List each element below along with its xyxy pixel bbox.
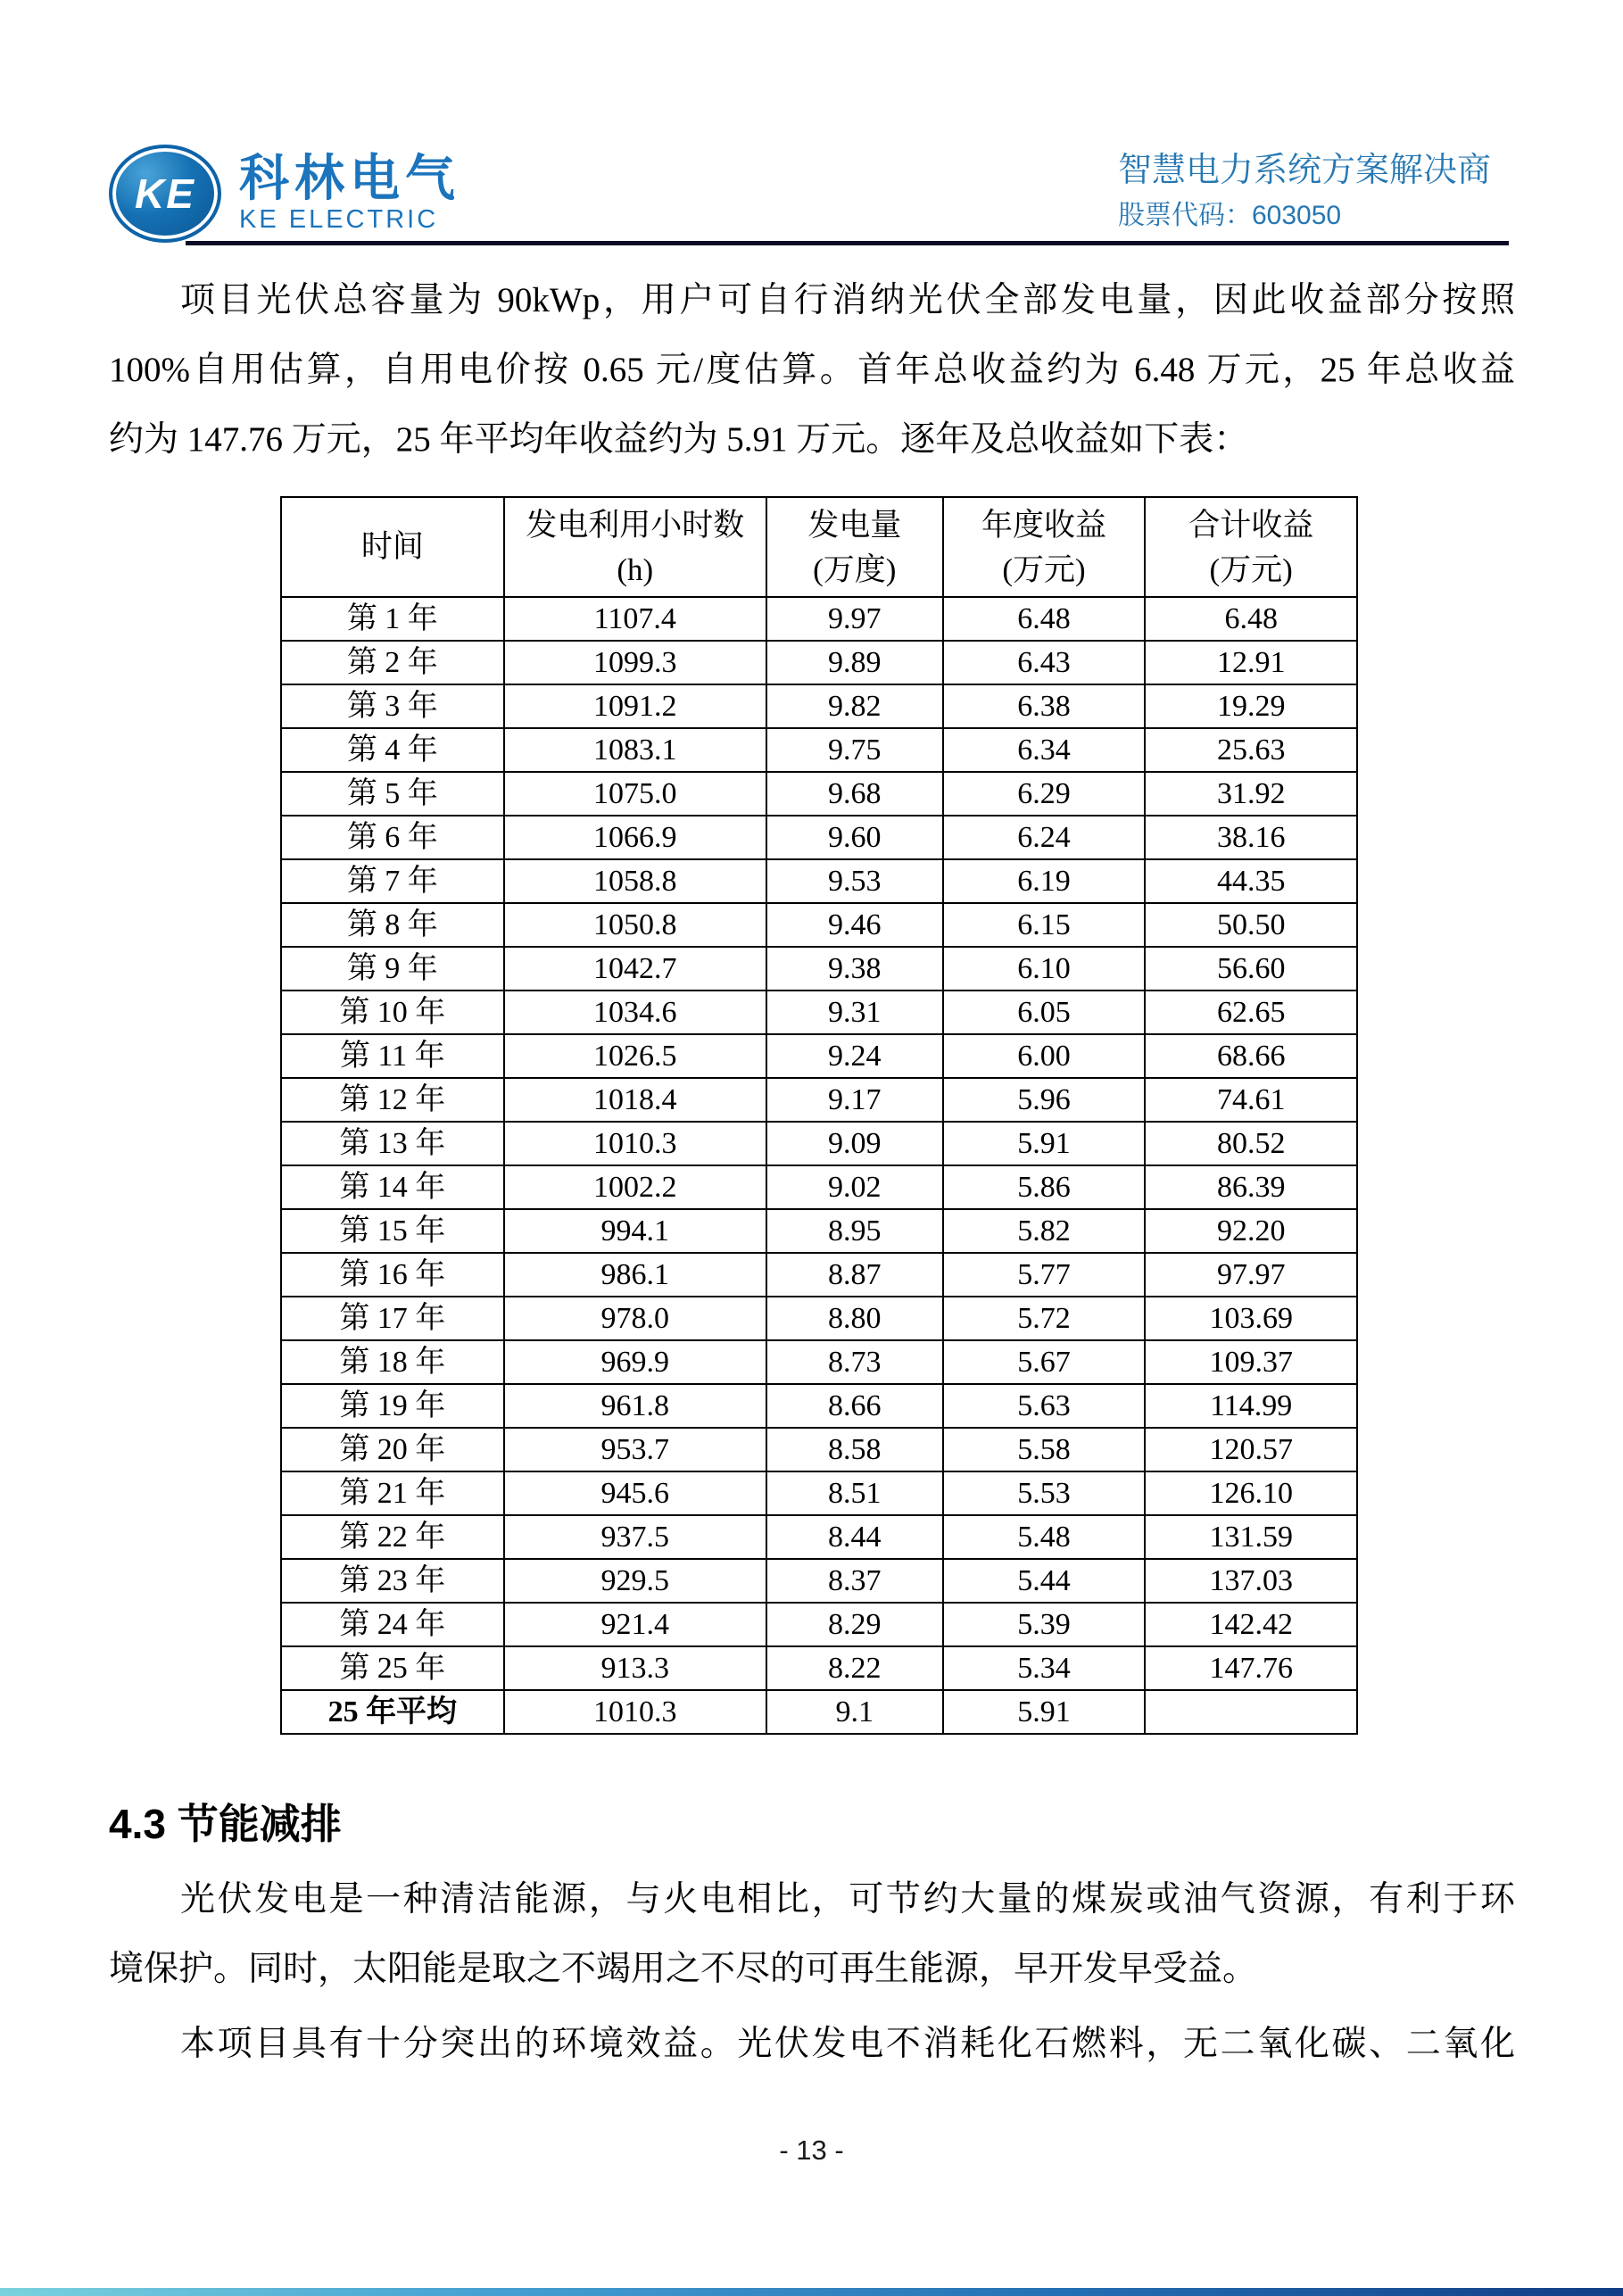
table-row: [281, 597, 1357, 641]
paragraph-environment: [109, 2010, 1515, 2079]
table-cell: 56.60: [1145, 947, 1357, 991]
brand-name-en: KE ELECTRIC: [239, 205, 439, 234]
table-cell: 1034.6: [504, 991, 766, 1034]
row-label: 第 23 年: [281, 1559, 504, 1603]
column-label: 合计收益: [1188, 508, 1314, 543]
revenue-table-body: [281, 597, 1357, 1734]
table-column-header: [943, 497, 1146, 597]
table-cell: 25.63: [1145, 728, 1357, 772]
table-cell: 131.59: [1145, 1515, 1357, 1559]
table-cell: 5.44: [943, 1559, 1146, 1603]
table-row: [281, 991, 1357, 1034]
table-cell: 8.51: [766, 1471, 943, 1515]
table-cell: 5.77: [943, 1253, 1146, 1297]
table-row: [281, 947, 1357, 991]
table-row: [281, 903, 1357, 947]
table-cell: 6.05: [943, 991, 1146, 1034]
para3-line-1: 本项目具有十分突出的环境效益。光伏发电不消耗化石燃料，无二氧化碳、二氧化: [180, 2025, 1515, 2063]
header-divider: [186, 241, 1509, 245]
table-cell: 5.67: [943, 1340, 1146, 1384]
table-row: [281, 728, 1357, 772]
table-row: [281, 1253, 1357, 1297]
table-cell: 9.53: [766, 859, 943, 903]
table-cell: 1075.0: [504, 772, 766, 816]
section-heading: 4.3 节能减排: [109, 1801, 342, 1847]
table-cell: 31.92: [1145, 772, 1357, 816]
table-cell: 8.58: [766, 1428, 943, 1471]
table-cell: 9.82: [766, 684, 943, 728]
table-row: [281, 772, 1357, 816]
table-cell: 8.95: [766, 1209, 943, 1253]
table-cell: 9.97: [766, 597, 943, 641]
header-right: [1118, 150, 1491, 234]
table-cell: 1002.2: [504, 1165, 766, 1209]
table-cell: 5.91: [943, 1690, 1146, 1734]
table-cell: 8.73: [766, 1340, 943, 1384]
table-row: [281, 1340, 1357, 1384]
table-cell: 969.9: [504, 1340, 766, 1384]
table-cell: 953.7: [504, 1428, 766, 1471]
table-cell: 6.19: [943, 859, 1146, 903]
table-cell: 994.1: [504, 1209, 766, 1253]
table-cell: 5.58: [943, 1428, 1146, 1471]
ke-logo-text: KE: [135, 170, 195, 217]
column-label: 年度收益: [981, 508, 1107, 543]
column-label: 时间: [360, 529, 424, 564]
table-cell: 1010.3: [504, 1690, 766, 1734]
column-unit: (万元): [1002, 552, 1086, 587]
table-cell: 1066.9: [504, 816, 766, 859]
table-cell: 1083.1: [504, 728, 766, 772]
column-unit: (万度): [813, 552, 897, 587]
table-cell: 8.37: [766, 1559, 943, 1603]
table-cell: 945.6: [504, 1471, 766, 1515]
row-label: 第 5 年: [281, 772, 504, 816]
table-cell: 6.48: [943, 597, 1146, 641]
table-cell: 913.3: [504, 1646, 766, 1690]
intro-line-2: 100%自用估算，自用电价按 0.65 元/度估算。首年总收益约为 6.48 万元，25 年总收益: [109, 351, 1515, 389]
table-row: [281, 1297, 1357, 1340]
table-cell: 6.43: [943, 641, 1146, 684]
table-cell: 38.16: [1145, 816, 1357, 859]
table-cell: 8.87: [766, 1253, 943, 1297]
row-label: 第 16 年: [281, 1253, 504, 1297]
table-cell: 6.00: [943, 1034, 1146, 1078]
table-row: [281, 1209, 1357, 1253]
table-cell: 8.29: [766, 1603, 943, 1646]
table-cell: 921.4: [504, 1603, 766, 1646]
table-cell: 5.72: [943, 1297, 1146, 1340]
table-cell: [1145, 1690, 1357, 1734]
table-cell: 12.91: [1145, 641, 1357, 684]
table-cell: 9.68: [766, 772, 943, 816]
para2-line-2: 境保护。同时，太阳能是取之不竭用之不尽的可再生能源，早开发早受益。: [109, 1950, 1258, 1988]
company-tagline: 智慧电力系统方案解决商: [1118, 152, 1492, 189]
row-label: 第 9 年: [281, 947, 504, 991]
table-cell: 92.20: [1145, 1209, 1357, 1253]
company-logo: [109, 145, 460, 243]
table-row: [281, 816, 1357, 859]
table-cell: 137.03: [1145, 1559, 1357, 1603]
table-row: [281, 1384, 1357, 1428]
table-cell: 5.53: [943, 1471, 1146, 1515]
table-cell: 1010.3: [504, 1122, 766, 1165]
row-label: 第 13 年: [281, 1122, 504, 1165]
table-cell: 5.96: [943, 1078, 1146, 1122]
table-cell: 97.97: [1145, 1253, 1357, 1297]
row-label: 第 19 年: [281, 1384, 504, 1428]
row-label: 第 7 年: [281, 859, 504, 903]
page-number: - 13 -: [779, 2134, 844, 2166]
table-cell: 1018.4: [504, 1078, 766, 1122]
column-unit: (万元): [1209, 552, 1293, 587]
table-cell: 9.38: [766, 947, 943, 991]
table-cell: 8.66: [766, 1384, 943, 1428]
table-cell: 5.82: [943, 1209, 1146, 1253]
table-cell: 9.46: [766, 903, 943, 947]
brand-text: [239, 150, 460, 235]
table-cell: 86.39: [1145, 1165, 1357, 1209]
table-row: [281, 1165, 1357, 1209]
table-row: [281, 684, 1357, 728]
table-cell: 5.48: [943, 1515, 1146, 1559]
table-cell: 6.15: [943, 903, 1146, 947]
table-cell: 19.29: [1145, 684, 1357, 728]
table-header-row: [281, 497, 1357, 597]
table-cell: 1091.2: [504, 684, 766, 728]
table-cell: 6.34: [943, 728, 1146, 772]
table-row: [281, 1034, 1357, 1078]
table-cell: 1058.8: [504, 859, 766, 903]
table-cell: 44.35: [1145, 859, 1357, 903]
table-cell: 5.39: [943, 1603, 1146, 1646]
table-row: [281, 641, 1357, 684]
table-row: [281, 1515, 1357, 1559]
table-cell: 50.50: [1145, 903, 1357, 947]
table-row: [281, 859, 1357, 903]
table-cell: 9.1: [766, 1690, 943, 1734]
table-column-header: [766, 497, 943, 597]
table-cell: 6.48: [1145, 597, 1357, 641]
table-cell: 109.37: [1145, 1340, 1357, 1384]
table-column-header: [281, 497, 504, 597]
column-unit: (h): [617, 552, 654, 587]
row-label: 25 年平均: [281, 1690, 504, 1734]
row-label: 第 18 年: [281, 1340, 504, 1384]
table-cell: 1107.4: [504, 597, 766, 641]
row-label: 第 2 年: [281, 641, 504, 684]
row-label: 第 11 年: [281, 1034, 504, 1078]
row-label: 第 20 年: [281, 1428, 504, 1471]
row-label: 第 22 年: [281, 1515, 504, 1559]
table-cell: 9.75: [766, 728, 943, 772]
row-label: 第 21 年: [281, 1471, 504, 1515]
table-cell: 9.89: [766, 641, 943, 684]
table-row: [281, 1646, 1357, 1690]
table-cell: 978.0: [504, 1297, 766, 1340]
intro-line-3: 约为 147.76 万元，25 年平均年收益约为 5.91 万元。逐年及总收益如下表：: [109, 420, 1249, 459]
table-cell: 9.02: [766, 1165, 943, 1209]
table-cell: 62.65: [1145, 991, 1357, 1034]
table-cell: 1042.7: [504, 947, 766, 991]
row-label: 第 1 年: [281, 597, 504, 641]
table-cell: 1050.8: [504, 903, 766, 947]
row-label: 第 14 年: [281, 1165, 504, 1209]
table-cell: 937.5: [504, 1515, 766, 1559]
para2-line-1: 光伏发电是一种清洁能源，与火电相比，可节约大量的煤炭或油气资源，有利于环: [180, 1880, 1515, 1919]
table-cell: 9.17: [766, 1078, 943, 1122]
table-cell: 5.91: [943, 1122, 1146, 1165]
table-cell: 74.61: [1145, 1078, 1357, 1122]
table-column-header: [504, 497, 766, 597]
table-cell: 120.57: [1145, 1428, 1357, 1471]
table-row: [281, 1078, 1357, 1122]
row-label: 第 17 年: [281, 1297, 504, 1340]
table-row: [281, 1603, 1357, 1646]
table-cell: 5.63: [943, 1384, 1146, 1428]
table-cell: 6.38: [943, 684, 1146, 728]
column-label: 发电量: [807, 508, 902, 543]
row-label: 第 6 年: [281, 816, 504, 859]
table-cell: 9.31: [766, 991, 943, 1034]
intro-paragraph: [109, 266, 1515, 475]
table-row: [281, 1471, 1357, 1515]
row-label: 第 15 年: [281, 1209, 504, 1253]
table-column-header: [1145, 497, 1357, 597]
row-label: 第 25 年: [281, 1646, 504, 1690]
footer-gradient-bar: [0, 2288, 1623, 2296]
table-cell: 5.86: [943, 1165, 1146, 1209]
table-cell: 6.29: [943, 772, 1146, 816]
row-label: 第 8 年: [281, 903, 504, 947]
row-label: 第 10 年: [281, 991, 504, 1034]
table-cell: 9.24: [766, 1034, 943, 1078]
column-label: 发电利用小时数: [526, 508, 745, 543]
table-cell: 8.80: [766, 1297, 943, 1340]
table-cell: 986.1: [504, 1253, 766, 1297]
table-cell: 6.10: [943, 947, 1146, 991]
table-cell: 6.24: [943, 816, 1146, 859]
table-cell: 1026.5: [504, 1034, 766, 1078]
paragraph-clean-energy: [109, 1865, 1515, 2004]
ke-logo-icon: [109, 145, 221, 243]
stock-code: 股票代码：603050: [1118, 201, 1342, 230]
brand-name-cn: 科林电气: [239, 150, 460, 206]
revenue-table-head: [281, 497, 1357, 597]
table-cell: 147.76: [1145, 1646, 1357, 1690]
row-label: 第 24 年: [281, 1603, 504, 1646]
table-cell: 142.42: [1145, 1603, 1357, 1646]
table-row: [281, 1122, 1357, 1165]
table-cell: 126.10: [1145, 1471, 1357, 1515]
table-row: [281, 1559, 1357, 1603]
table-cell: 103.69: [1145, 1297, 1357, 1340]
table-cell: 5.34: [943, 1646, 1146, 1690]
table-cell: 9.60: [766, 816, 943, 859]
table-cell: 929.5: [504, 1559, 766, 1603]
revenue-table-wrap: [280, 496, 1358, 1735]
table-cell: 68.66: [1145, 1034, 1357, 1078]
intro-line-1: 项目光伏总容量为 90kWp，用户可自行消纳光伏全部发电量，因此收益部分按照: [180, 281, 1515, 319]
table-cell: 1099.3: [504, 641, 766, 684]
table-cell: 114.99: [1145, 1384, 1357, 1428]
table-cell: 80.52: [1145, 1122, 1357, 1165]
table-cell: 8.22: [766, 1646, 943, 1690]
revenue-table: [280, 496, 1358, 1735]
row-label: 第 3 年: [281, 684, 504, 728]
table-row: [281, 1428, 1357, 1471]
row-label: 第 4 年: [281, 728, 504, 772]
row-label: 第 12 年: [281, 1078, 504, 1122]
table-cell: 961.8: [504, 1384, 766, 1428]
table-cell: 9.09: [766, 1122, 943, 1165]
table-row: [281, 1690, 1357, 1734]
table-cell: 8.44: [766, 1515, 943, 1559]
